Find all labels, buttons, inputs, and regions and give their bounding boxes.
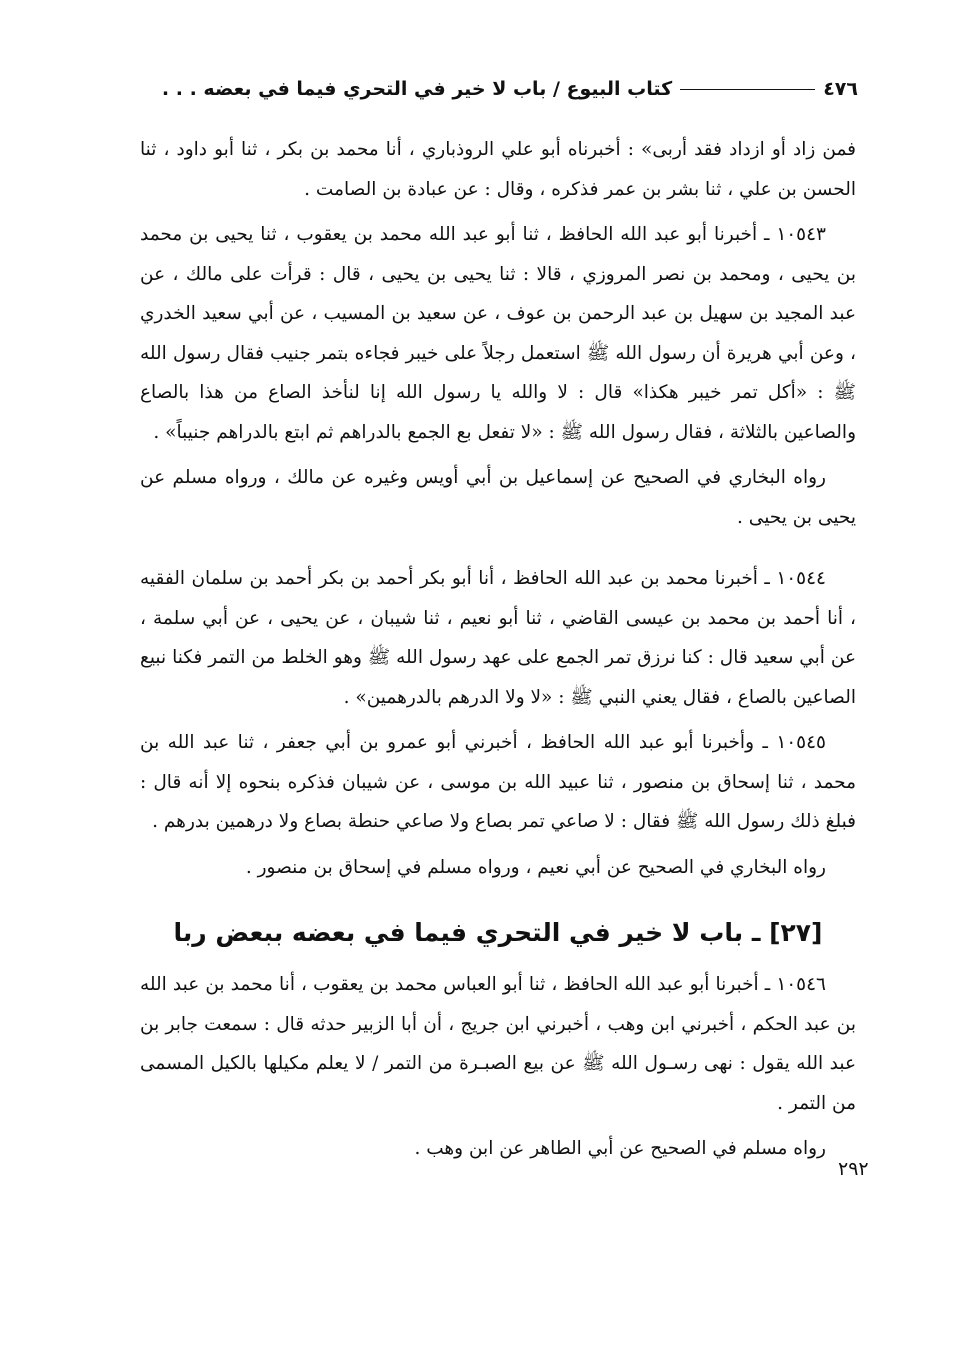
- hadith-10546: ١٠٥٤٦ ـ أخبرنا أبو عبد الله الحافظ ، ثنا أبو العباس محمد بن يعقوب ، أنا محمد بن عبد الله بن عبد الحكم ، أخبرني ابن وهب ، أخبرني ابن جريج ، أن أبا الزبير حدثه قال : سمعت جابر بن عبد الله يقول : نهى رسـول الله ﷺ عن بيع الصبـرة من التمر / لا يعلم مكيلها بالكيل المسمى من التمر .: [140, 974, 856, 1114]
- paragraph-continuation: فمن زاد أو ازداد فقد أربى» : أخبرناه أبو علي الروذباري ، أنا محمد بن بكر ، ثنا أبو داود ، ثنا الحسن بن علي ، ثنا بشر بن عمر فذكره ، وقال : عن عبادة بن الصامت .: [140, 139, 856, 200]
- running-header: [113, 72, 858, 106]
- hadith-10544: ١٠٥٤٤ ـ أخبرنا محمد بن عبد الله الحافظ ، أنا أبو بكر أحمد بن بكر أحمد بن سلمان الفقيه ، أنا أحمد بن محمد بن عيسى القاضي ، ثنا أبو نعيم ، ثنا شيبان ، عن يحيى ، عن أبي سلمة ، عن أبي سعيد قال : كنا نرزق تمر الجمع على عهد رسول الله ﷺ وهو الخلط من التمر فكنا نبيع الصاعين بالصاع ، فقال يعني النبي ﷺ : «لا ولا الدرهم بالدرهمين» .: [140, 568, 856, 708]
- page-body: [140, 130, 856, 1175]
- chapter-heading: [٢٧] ـ باب لا خير في التحري فيما في بعضه ببعض ربا: [173, 918, 823, 947]
- hadith-10543: ١٠٥٤٣ ـ أخبرنا أبو عبد الله الحافظ ، ثنا أبو عبد الله محمد بن يعقوب ، ثنا يحيى بن محمد بن يحيى ، ومحمد بن نصر المروزي ، قالا : ثنا يحيى بن يحيى ، قال : قرأت على مالك ، عن عبد المجيد بن سهيل بن عبد الرحمن بن عوف ، عن سعيد بن المسيب ، عن أبي سعيد الخدري ، وعن أبي هريرة أن رسول الله ﷺ استعمل رجلاً على خيبر فجاءه بتمر جنيب فقال رسول الله ﷺ : «أكل تمر خيبر هكذا» قال : لا والله يا رسول الله إنا لنأخذ الصاع من هذا بالصاع والصاعين بالثلاثة ، فقال رسول الله ﷺ : «لا تفعل بع الجمع بالدراهم ثم ابتع بالدراهم جنيباً» .: [140, 224, 856, 443]
- header-rule: [680, 89, 815, 90]
- hadith-10545: ١٠٥٤٥ ـ وأخبرنا أبو عبد الله الحافظ ، أخبرني أبو عمرو بن أبي جعفر ، ثنا عبد الله بن محمد ، ثنا إسحاق بن منصور ، ثنا عبيد الله بن موسى ، عن شيبان فذكره بنحوه إلا أنه قال : فبلغ ذلك رسول الله ﷺ فقال : لا صاعي تمر بصاع ولا صاعي حنطة بصاع ولا درهمين بدرهم .: [140, 732, 856, 832]
- riwaya-note: رواه البخاري في الصحيح عن إسماعيل بن أبي أويس وغيره عن مالك ، ورواه مسلم عن يحيى بن يحيى .: [140, 467, 856, 528]
- spacer: [140, 543, 856, 559]
- page-number: ٤٧٦: [823, 78, 858, 100]
- riwaya-note: رواه البخاري في الصحيح عن أبي نعيم ، ورواه مسلم في إسحاق بن منصور .: [245, 856, 826, 878]
- running-title: كتاب البيوع / باب لا خير في التحري فيما في بعضه . . .: [161, 78, 673, 100]
- riwaya-note: رواه مسلم في الصحيح عن أبي الطاهر عن ابن وهب .: [414, 1138, 826, 1159]
- margin-page-reference: ٢٩٢: [838, 1158, 869, 1180]
